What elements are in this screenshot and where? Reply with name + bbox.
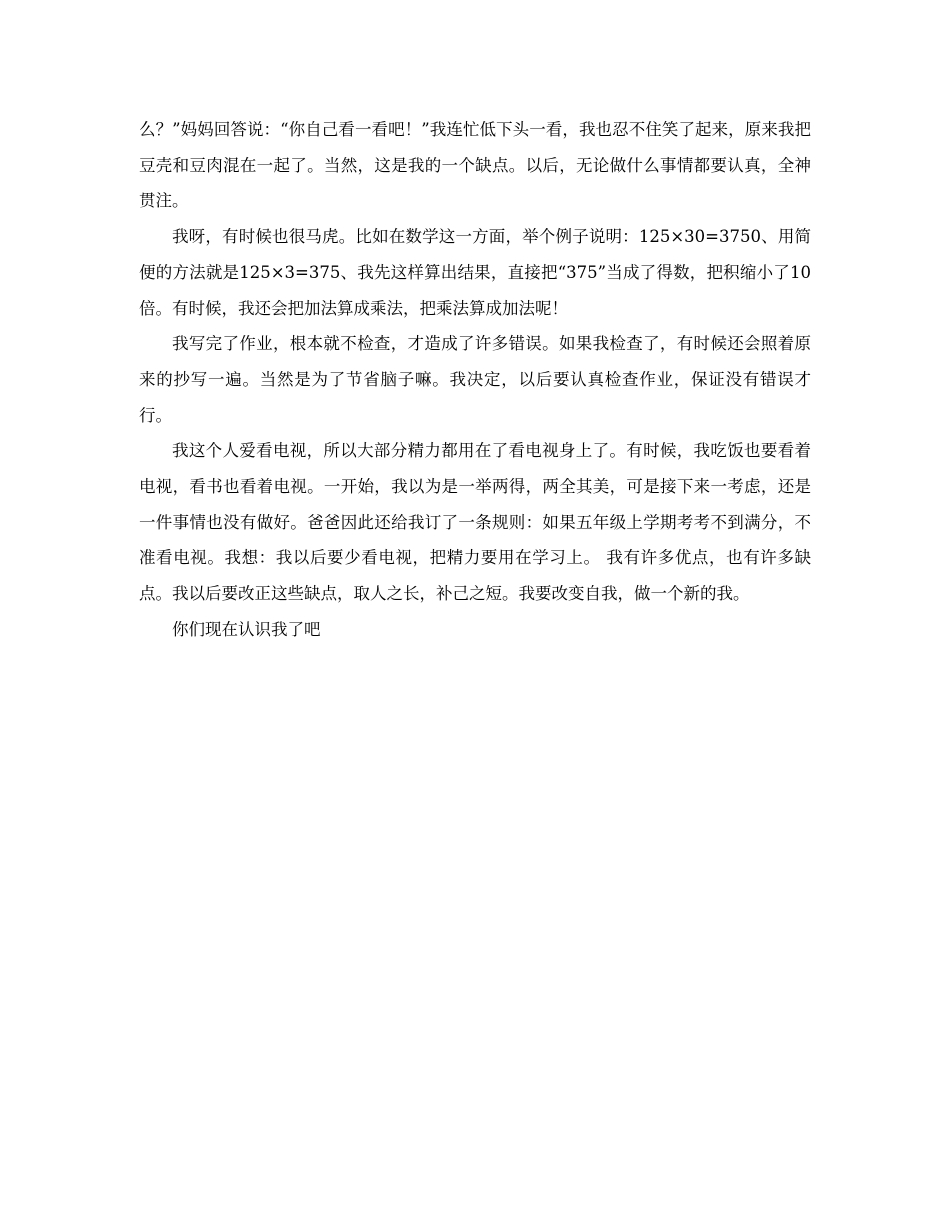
paragraph-5: 你们现在认识我了吧 [172,619,321,639]
paragraph-4: 我这个人爱看电视，所以大部分精力都用在了看电视身上了。有时候，我吃饭也要看着电视，看书也看着电视。一开始，我以为是一举两得，两全其美，可是接下来一考虑，还是一件事情也没有做好。爸爸因此还给我订了一条规则：如果五年级上学期考考不到满分，不准看电视。我想：我以后要少看电视，把精力要用在学习上。 我有许多优点，也有许多缺点。我以后要改正这些缺点，取人之长，补己之短。我要改变自我，做一个新的我。 [139,441,811,604]
paragraph-1: 么？”妈妈回答说：“你自己看一看吧！”我连忙低下头一看，我也忍不住笑了起来，原来我把豆壳和豆肉混在一起了。当然，这是我的一个缺点。以后，无论做什么事情都要认真，全神贯注。 [139,120,811,211]
paragraph-3: 我写完了作业，根本就不检查，才造成了许多错误。如果我检查了，有时候还会照着原来的抄写一遍。当然是为了节省脑子嘛。我决定，以后要认真检查作业，保证没有错误才行。 [139,334,811,425]
paragraph-2: 我呀，有时候也很马虎。比如在数学这一方面，举个例子说明：125×30=3750、用简便的方法就是125×3=375、我先这样算出结果，直接把“375”当成了得数，把积缩小了10倍。有时候，我还会把加法算成乘法，把乘法算成加法呢！ [139,227,811,318]
document-page [139,112,811,648]
